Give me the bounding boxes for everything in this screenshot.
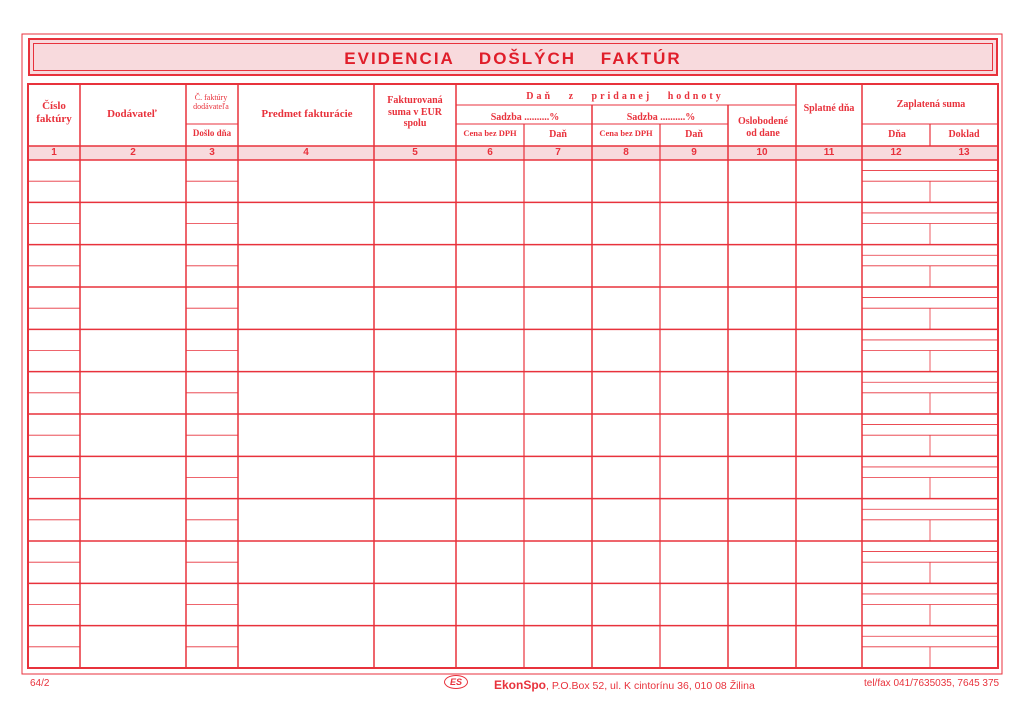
column-number: 5: [412, 147, 418, 158]
column-number: 1: [51, 147, 57, 158]
column-number: 6: [487, 147, 493, 158]
header-dna: Dňa: [888, 129, 906, 140]
publisher-brand: EkonSpo: [494, 678, 547, 692]
header-doslo-dna: Došlo dňa: [192, 128, 232, 138]
form-title: EVIDENCIA DOŠLÝCH FAKTÚR: [344, 49, 682, 68]
form-code: 64/2: [30, 678, 50, 689]
publisher-contact: tel/fax 041/7635035, 7645 375: [864, 678, 1000, 689]
header-sadzba-2: Sadzba ..........%: [626, 112, 696, 123]
publisher-logo: [444, 675, 468, 689]
header-sadzba-1: Sadzba ..........%: [490, 112, 560, 123]
header-fakturovana-suma: Fakturovaná suma v EUR spolu: [387, 95, 443, 129]
header-dodavatel: Dodávateľ: [107, 108, 157, 120]
column-number: 3: [209, 147, 215, 158]
column-number: 12: [890, 147, 902, 158]
column-number: 11: [823, 147, 835, 158]
header-oslobodene-od-dane: Oslobodené od dane: [737, 116, 788, 139]
publisher-address: , P.O.Box 52, ul. K cintorínu 36, 010 08 Žilina: [546, 680, 755, 692]
header-zaplatena-suma: Zaplatená suma: [896, 99, 966, 110]
header-c-faktury-dodavatela: Č. faktúry dodávateľa: [193, 93, 229, 112]
header-dan-1: Daň: [549, 129, 567, 140]
publisher-info: [494, 678, 755, 692]
column-number: 4: [303, 147, 309, 158]
column-number: 10: [756, 147, 768, 158]
column-number: 2: [130, 147, 136, 158]
header-cena-bez-dph-2: Cena bez DPH: [599, 128, 653, 138]
header-predmet-fakturacie: Predmet fakturácie: [261, 108, 353, 120]
column-number: 8: [623, 147, 629, 158]
header-cena-bez-dph-1: Cena bez DPH: [463, 128, 517, 138]
header-splatne-dna: Splatné dňa: [803, 103, 855, 114]
publisher-logo-text: ES: [449, 677, 462, 687]
column-number: 7: [555, 147, 561, 158]
header-doklad: Doklad: [948, 129, 980, 140]
table-border: [28, 84, 998, 668]
column-number: 13: [958, 147, 970, 158]
header-cislo-faktury: Číslo faktúry: [36, 100, 72, 125]
header-dan-z-pridanej-hodnoty: Daň z pridanej hodnoty: [526, 91, 724, 102]
column-number: 9: [691, 147, 697, 158]
header-dan-2: Daň: [685, 129, 703, 140]
